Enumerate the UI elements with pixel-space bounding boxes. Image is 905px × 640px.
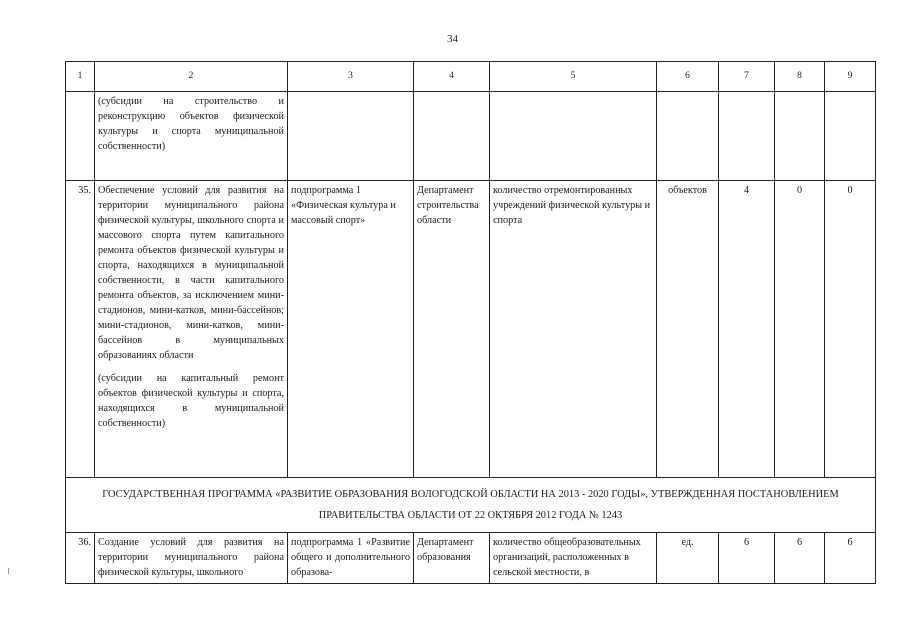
program-cell: подпрограмма 1 «Развитие общего и дополнительного образова- xyxy=(288,533,414,584)
indicator-cell: количество общеобразовательных организаций, расположенных в сельской местности, в xyxy=(490,533,657,584)
column-number: 1 xyxy=(66,62,95,92)
program-cell xyxy=(288,92,414,181)
unit-cell: объектов xyxy=(657,181,719,478)
value-cell: 0 xyxy=(825,181,876,478)
row-number: 35. xyxy=(66,181,95,478)
section-title: ГОСУДАРСТВЕННАЯ ПРОГРАММА «РАЗВИТИЕ ОБРАЗОВАНИЯ ВОЛОГОДСКОЙ ОБЛАСТИ НА 2013 - 2020 ГОДЫ», УТВЕРЖДЕННАЯ ПОСТАНОВЛЕНИЕМ ПРАВИТЕЛЬСТВА ОБЛАСТИ ОТ 22 ОКТЯБРЯ 2012 ГОДА № 1243 xyxy=(66,478,876,533)
column-number: 4 xyxy=(414,62,490,92)
row-number: 36. xyxy=(66,533,95,584)
section-heading-row xyxy=(66,478,876,533)
column-number-row xyxy=(66,62,876,92)
table-row-continuation xyxy=(66,92,876,181)
indicator-cell: количество отремонтированных учреждений физической культуры и спорта xyxy=(490,181,657,478)
indicators-table xyxy=(65,61,876,584)
measure-description: (субсидии на строительство и реконструкцию объектов физической культуры и спорта муниципальной собственности) xyxy=(95,92,288,181)
column-number: 3 xyxy=(288,62,414,92)
indicator-cell xyxy=(490,92,657,181)
measure-description xyxy=(95,181,288,478)
value-cell xyxy=(775,92,825,181)
column-number: 9 xyxy=(825,62,876,92)
value-cell: 4 xyxy=(719,181,775,478)
program-cell: подпрограмма 1 «Физическая культура и массовый спорт» xyxy=(288,181,414,478)
measure-description-subsidy: (субсидии на капитальный ремонт объектов физической культуры и спорта, находящихся в муниципальной собственности) xyxy=(98,373,284,429)
column-number: 7 xyxy=(719,62,775,92)
unit-cell: ед. xyxy=(657,533,719,584)
table-row-36 xyxy=(66,533,876,584)
value-cell xyxy=(719,92,775,181)
unit-cell xyxy=(657,92,719,181)
value-cell xyxy=(825,92,876,181)
column-number: 5 xyxy=(490,62,657,92)
department-cell: Департамент образования xyxy=(414,533,490,584)
page-number: 34 xyxy=(447,33,458,45)
department-cell: Департамент строительства области xyxy=(414,181,490,478)
table-row-35 xyxy=(66,181,876,478)
measure-description-main: Обеспечение условий для развития на территории муниципального района физической культуры, школьного спорта и массового спорта путем капитального ремонта объектов физической культуры и спорта, находящихся в муниципальной собственности, в части капитального ремонта объектов, за исключением мини-стадионов, мини-катков, мини-бассейнов; мини-стадионов, мини-катков, мини-бассейнов в муниципальных образованиях области xyxy=(98,185,284,361)
row-number-cell xyxy=(66,92,95,181)
value-cell: 6 xyxy=(825,533,876,584)
value-cell: 0 xyxy=(775,181,825,478)
column-number: 2 xyxy=(95,62,288,92)
column-number: 6 xyxy=(657,62,719,92)
value-cell: 6 xyxy=(775,533,825,584)
department-cell xyxy=(414,92,490,181)
column-number: 8 xyxy=(775,62,825,92)
value-cell: 6 xyxy=(719,533,775,584)
measure-description: Создание условий для развития на территории муниципального района физической культуры, школьного xyxy=(95,533,288,584)
margin-mark xyxy=(8,568,11,574)
